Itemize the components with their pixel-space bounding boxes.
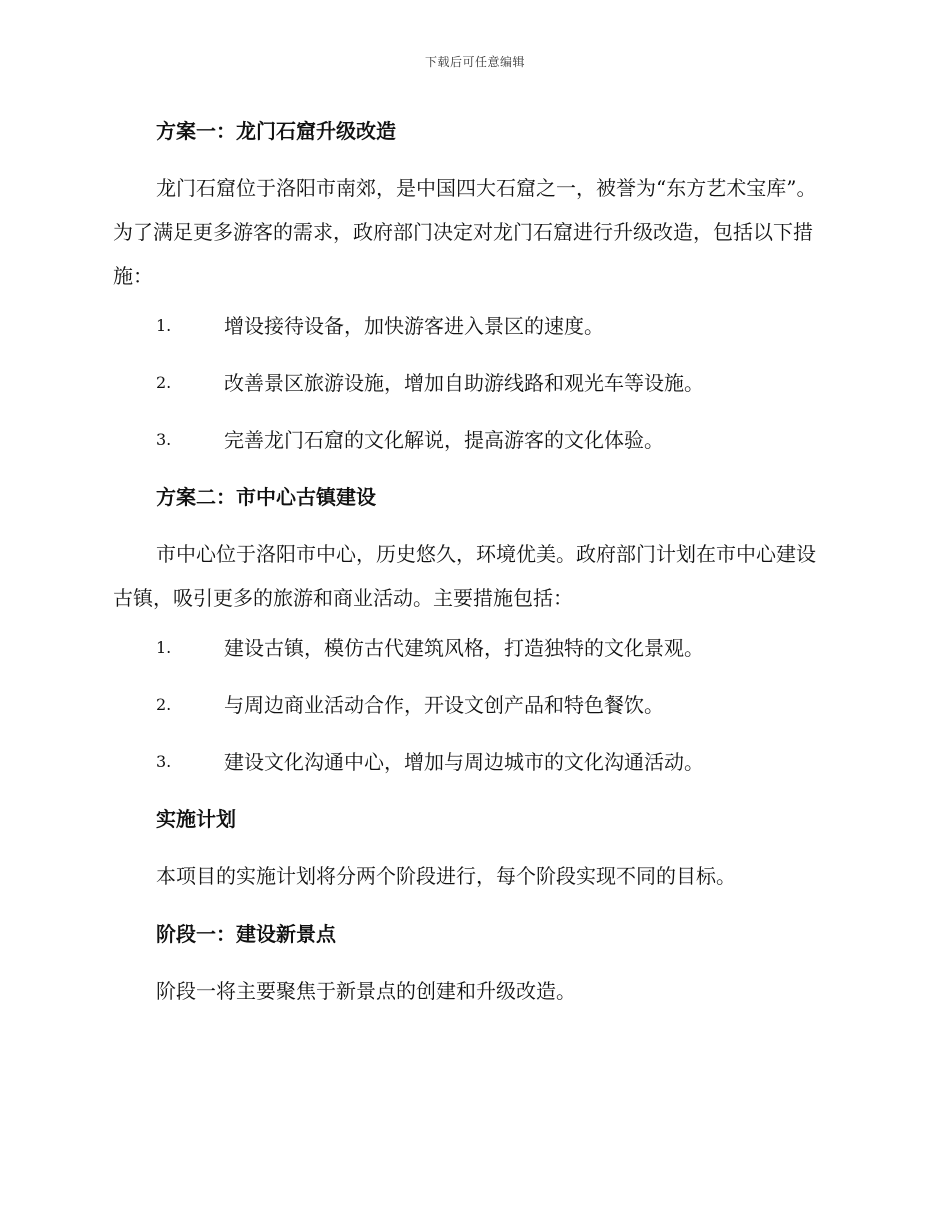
list-number: 3. [156,430,172,449]
list-number: 2. [156,373,172,392]
list-number: 1. [156,638,172,657]
section-heading-1: 方案一：龙门石窟升级改造 [156,119,396,143]
list-text: 与周边商业活动合作，开设文创产品和特色餐饮。 [224,693,664,717]
section-heading-3: 实施计划 [156,807,236,831]
section-paragraph-2: 市中心位于洛阳市中心，历史悠久，环境优美。政府部门计划在市中心建设古镇，吸引更多的旅游和商业活动。主要措施包括： [113,542,816,610]
section-paragraph-1: 龙门石窟位于洛阳市南郊，是中国四大石窟之一，被誉为“东方艺术宝库”。为了满足更多游客的需求，政府部门决定对龙门石窟进行升级改造，包括以下措施： [113,176,817,288]
list-item [113,425,833,482]
list-item [113,747,833,804]
document-body [113,110,833,1006]
list-text: 建设文化沟通中心，增加与周边城市的文化沟通活动。 [224,750,704,774]
section-heading-4: 阶段一：建设新景点 [156,922,336,946]
list-item [113,690,833,747]
list-number: 3. [156,752,172,771]
list-text: 增设接待设备，加快游客进入景区的速度。 [224,314,604,338]
list-text: 完善龙门石窟的文化解说，提高游客的文化体验。 [224,428,664,452]
list-number: 1. [156,316,172,335]
section-paragraph-4: 阶段一将主要聚焦于新景点的创建和升级改造。 [156,979,576,1003]
list-number: 2. [156,695,172,714]
list-item [113,311,833,368]
list-item [113,633,833,690]
page-header: 下载后可任意编辑 [424,55,525,69]
list-text: 改善景区旅游设施，增加自助游线路和观光车等设施。 [224,371,704,395]
section-paragraph-3: 本项目的实施计划将分两个阶段进行，每个阶段实现不同的目标。 [156,864,736,888]
list-item [113,368,833,425]
section-heading-2: 方案二：市中心古镇建设 [156,485,376,509]
list-text: 建设古镇，模仿古代建筑风格，打造独特的文化景观。 [224,636,704,660]
